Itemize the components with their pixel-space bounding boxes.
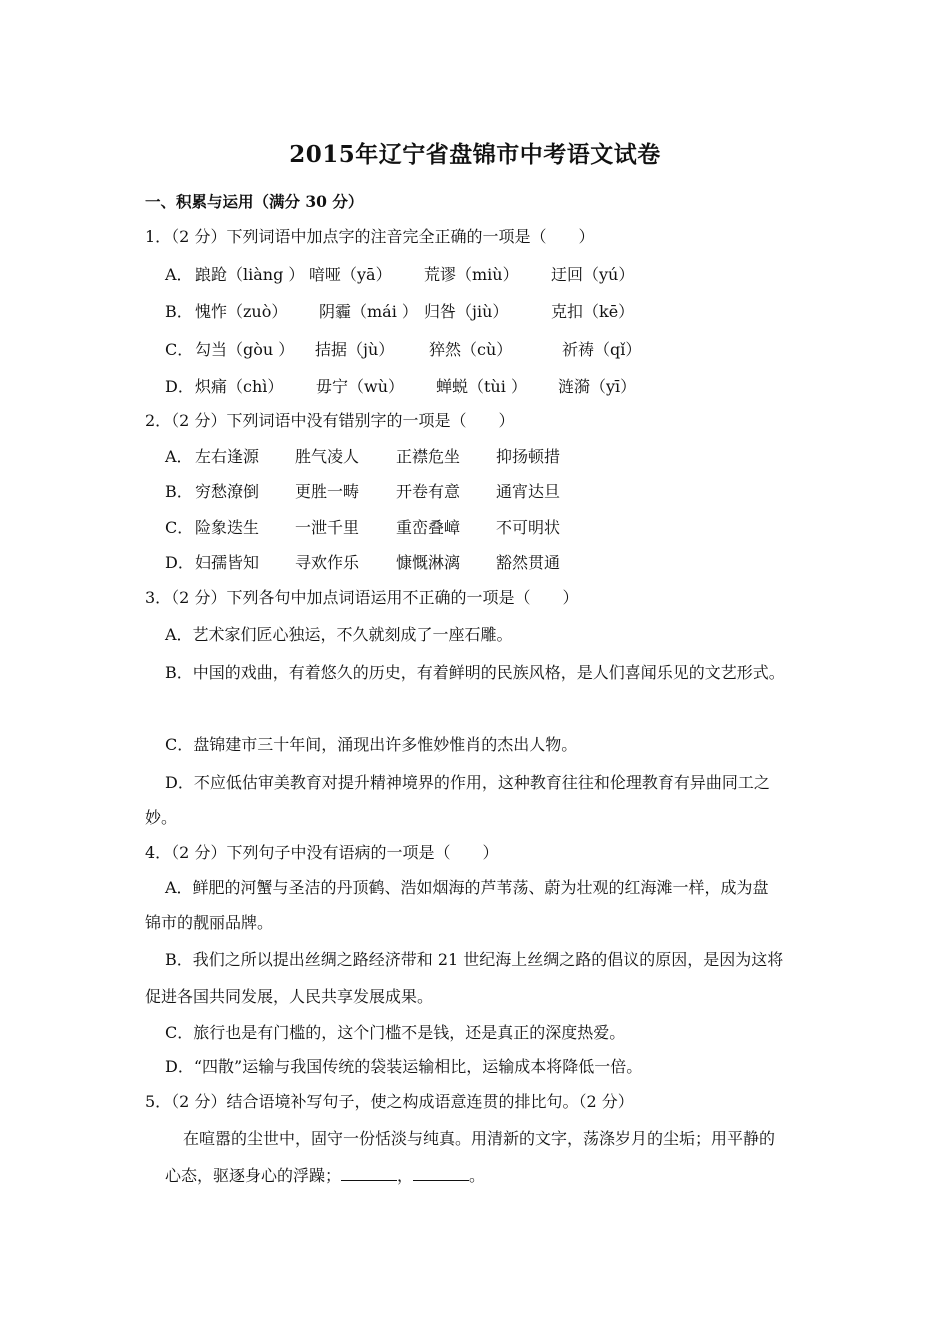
q2-option-b-letter: B． — [165, 482, 193, 501]
q1-option-c-item: 勾当（gòu ） — [195, 340, 295, 359]
q2-option-b-item: 开卷有意 — [396, 482, 461, 501]
q4-option-b-line1: B．我们之所以提出丝绸之路经济带和 21 世纪海上丝绸之路的倡议的原因，是因为这将 — [165, 950, 784, 969]
q2-option-a-item: 正襟危坐 — [396, 447, 461, 466]
q2-option-c-letter: C． — [165, 518, 194, 537]
q1-option-c-item: 拮据（jù） — [315, 340, 395, 359]
q1-option-b-item: 克扣（kē） — [551, 302, 635, 321]
q4-option-c: C．旅行也是有门槛的，这个门槛不是钱，还是真正的深度热爱。 — [165, 1023, 626, 1042]
q3-option-b: B．中国的戏曲，有着悠久的历史，有着鲜明的民族风格，是人们喜闻乐见的文艺形式。 — [165, 663, 785, 682]
answer-blank-1[interactable] — [341, 1166, 397, 1181]
q5-passage-text: 心态，驱逐身心的浮躁； — [165, 1166, 342, 1185]
q4-option-a-line2: 锦市的靓丽品牌。 — [145, 913, 274, 932]
q3-option-d-line2: 妙。 — [145, 808, 178, 827]
q4-option-a-line1: A．鲜肥的河蟹与圣洁的丹顶鹤、浩如烟海的芦苇荡、蔚为壮观的红海滩一样，成为盘 — [165, 878, 769, 897]
q2-option-d-item: 寻欢作乐 — [295, 553, 360, 572]
q3-option-d-line1: D．不应低估审美教育对提升精神境界的作用，这种教育往往和伦理教育有异曲同工之 — [165, 773, 770, 792]
q2-option-c-item: 不可明状 — [496, 518, 561, 537]
q2-option-b-item: 通宵达旦 — [496, 482, 561, 501]
q1-option-b-item: 归咎（jiù） — [424, 302, 509, 321]
q3-option-a: A．艺术家们匠心独运，不久就刻成了一座石雕。 — [165, 625, 513, 644]
q1-option-d-item: 炽痛（chì） — [195, 377, 284, 396]
q2-option-c-item: 一泄千里 — [295, 518, 360, 537]
q4-option-d: D．“四散”运输与我国传统的袋装运输相比，运输成本将降低一倍。 — [165, 1057, 643, 1076]
q2-option-d-item: 妇孺皆知 — [195, 553, 260, 572]
q1-option-a-item: 喑哑（yā） — [309, 265, 392, 284]
q5-passage-line1: 在喧嚣的尘世中，固守一份恬淡与纯真。用清新的文字，荡涤岁月的尘垢；用平静的 — [183, 1129, 776, 1148]
q5-passage-line2 — [165, 1166, 485, 1186]
section-heading: 一、积累与运用（满分 30 分） — [145, 192, 364, 211]
question-4-stem: 4．（2 分）下列句子中没有语病的一项是（ ） — [145, 843, 499, 862]
q1-option-b-item: 阴霾（mái ） — [319, 302, 418, 321]
q2-option-d-letter: D． — [165, 553, 194, 572]
q5-period: 。 — [469, 1166, 486, 1185]
q2-option-c-item: 险象迭生 — [195, 518, 260, 537]
question-3-stem: 3．（2 分）下列各句中加点词语运用不正确的一项是（ ） — [145, 588, 579, 607]
answer-blank-2[interactable] — [413, 1166, 469, 1181]
q1-option-d-item: 蝉蜕（tùi ） — [436, 377, 527, 396]
q1-option-d-letter: D． — [165, 377, 194, 396]
q4-option-b-line2: 促进各国共同发展，人民共享发展成果。 — [145, 987, 434, 1006]
question-5-stem: 5．（2 分）结合语境补写句子，使之构成语意连贯的排比句。（2 分） — [145, 1092, 634, 1111]
q1-option-c-letter: C． — [165, 340, 194, 359]
q5-separator: ， — [397, 1166, 414, 1185]
question-1-stem: 1．（2 分）下列词语中加点字的注音完全正确的一项是（ ） — [145, 227, 595, 246]
q2-option-b-item: 更胜一畴 — [295, 482, 360, 501]
q2-option-c-item: 重峦叠嶂 — [396, 518, 461, 537]
q1-option-a-letter: A． — [165, 265, 193, 284]
q1-option-b-letter: B． — [165, 302, 193, 321]
q1-option-d-item: 涟漪（yī） — [558, 377, 637, 396]
q1-option-c-item: 猝然（cù） — [429, 340, 513, 359]
q1-option-a-item: 迂回（yú） — [551, 265, 635, 284]
q2-option-a-item: 左右逢源 — [195, 447, 260, 466]
q1-option-c-item: 祈祷（qǐ） — [562, 340, 642, 359]
q2-option-a-letter: A． — [165, 447, 193, 466]
q2-option-a-item: 胜气凌人 — [295, 447, 360, 466]
q2-option-a-item: 抑扬顿措 — [496, 447, 561, 466]
q1-option-d-item: 毋宁（wù） — [316, 377, 405, 396]
q2-option-d-item: 慷慨淋漓 — [396, 553, 461, 572]
q2-option-b-item: 穷愁潦倒 — [195, 482, 260, 501]
q1-option-a-item: 荒谬（miù） — [424, 265, 519, 284]
q1-option-a-item: 踉跄（liàng ） — [195, 265, 305, 284]
question-2-stem: 2．（2 分）下列词语中没有错别字的一项是（ ） — [145, 411, 515, 430]
q3-option-c: C．盘锦建市三十年间，涌现出许多惟妙惟肖的杰出人物。 — [165, 735, 578, 754]
page-title: 2015年辽宁省盘锦市中考语文试卷 — [289, 141, 661, 168]
q1-option-b-item: 愧怍（zuò） — [195, 302, 288, 321]
q2-option-d-item: 豁然贯通 — [496, 553, 561, 572]
